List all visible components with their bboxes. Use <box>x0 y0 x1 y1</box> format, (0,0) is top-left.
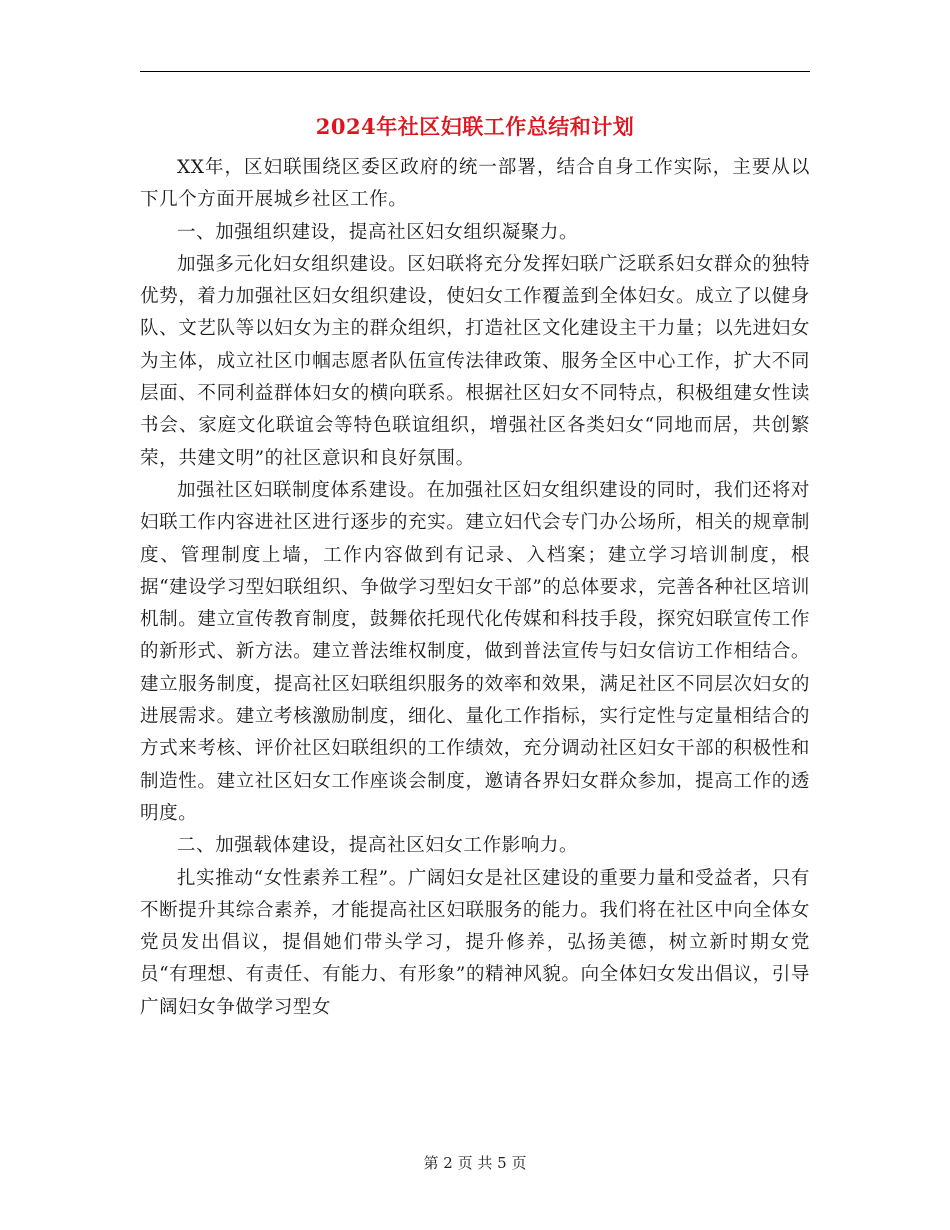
paragraph-literacy: 扎实推动“女性素养工程”。广阔妇女是社区建设的重要力量和受益者，只有不断提升其综合素养，才能提高社区妇联服务的能力。我们将在社区中向全体女党员发出倡议，提倡她们带头学习，提升修养，弘扬美德，树立新时期女党员“有理想、有责任、有能力、有形象”的精神风貌。向全体妇女发出倡议，引导广阔妇女争做学习型女 <box>140 867 810 1018</box>
section-heading-1: 一、加强组织建设，提高社区妇女组织凝聚力。 <box>177 221 579 243</box>
section-heading-2: 二、加强载体建设，提高社区妇女工作影响力。 <box>177 835 579 857</box>
header-rule <box>140 71 810 72</box>
document-title: 2024年社区妇联工作总结和计划 <box>315 114 635 139</box>
page-number: 第 2 页 共 5 页 <box>423 1154 527 1172</box>
paragraph-institution: 加强社区妇联制度体系建设。在加强社区妇女组织建设的同时，我们还将对妇联工作内容进社区进行逐步的充实。建立妇代会专门办公场所，相关的规章制度、管理制度上墙，工作内容做到有记录、入档案；建立学习培训制度，根据“建设学习型妇联组织、争做学习型妇女干部”的总体要求，完善各种社区培训机制。建立宣传教育制度，鼓舞依托现代化传媒和科技手段，探究妇联宣传工作的新形式、新方法。建立普法维权制度，做到普法宣传与妇女信访工作相结合。建立服务制度，提高社区妇联组织服务的效率和效果，满足社区不同层次妇女的进展需求。建立考核激励制度，细化、量化工作指标，实行定性与定量相结合的方式来考核、评价社区妇联组织的工作绩效，充分调动社区妇女干部的积极性和制造性。建立社区妇女工作座谈会制度，邀请各界妇女群众参加，提高工作的透明度。 <box>140 479 810 824</box>
paragraph-organization: 加强多元化妇女组织建设。区妇联将充分发挥妇联广泛联系妇女群众的独特优势，着力加强社区妇女组织建设，使妇女工作覆盖到全体妇女。成立了以健身队、文艺队等以妇女为主的群众组织，打造社区文化建设主干力量；以先进妇女为主体，成立社区巾帼志愿者队伍宣传法律政策、服务全区中心工作，扩大不同层面、不同利益群体妇女的横向联系。根据社区妇女不同特点，积极组建女性读书会、家庭文化联谊会等特色联谊组织，增强社区各类妇女“同地而居，共创繁荣，共建文明”的社区意识和良好氛围。 <box>140 253 810 469</box>
document-body <box>140 152 810 1024</box>
paragraph-intro: XX年，区妇联围绕区委区政府的统一部署，结合自身工作实际，主要从以下几个方面开展城乡社区工作。 <box>140 157 810 211</box>
